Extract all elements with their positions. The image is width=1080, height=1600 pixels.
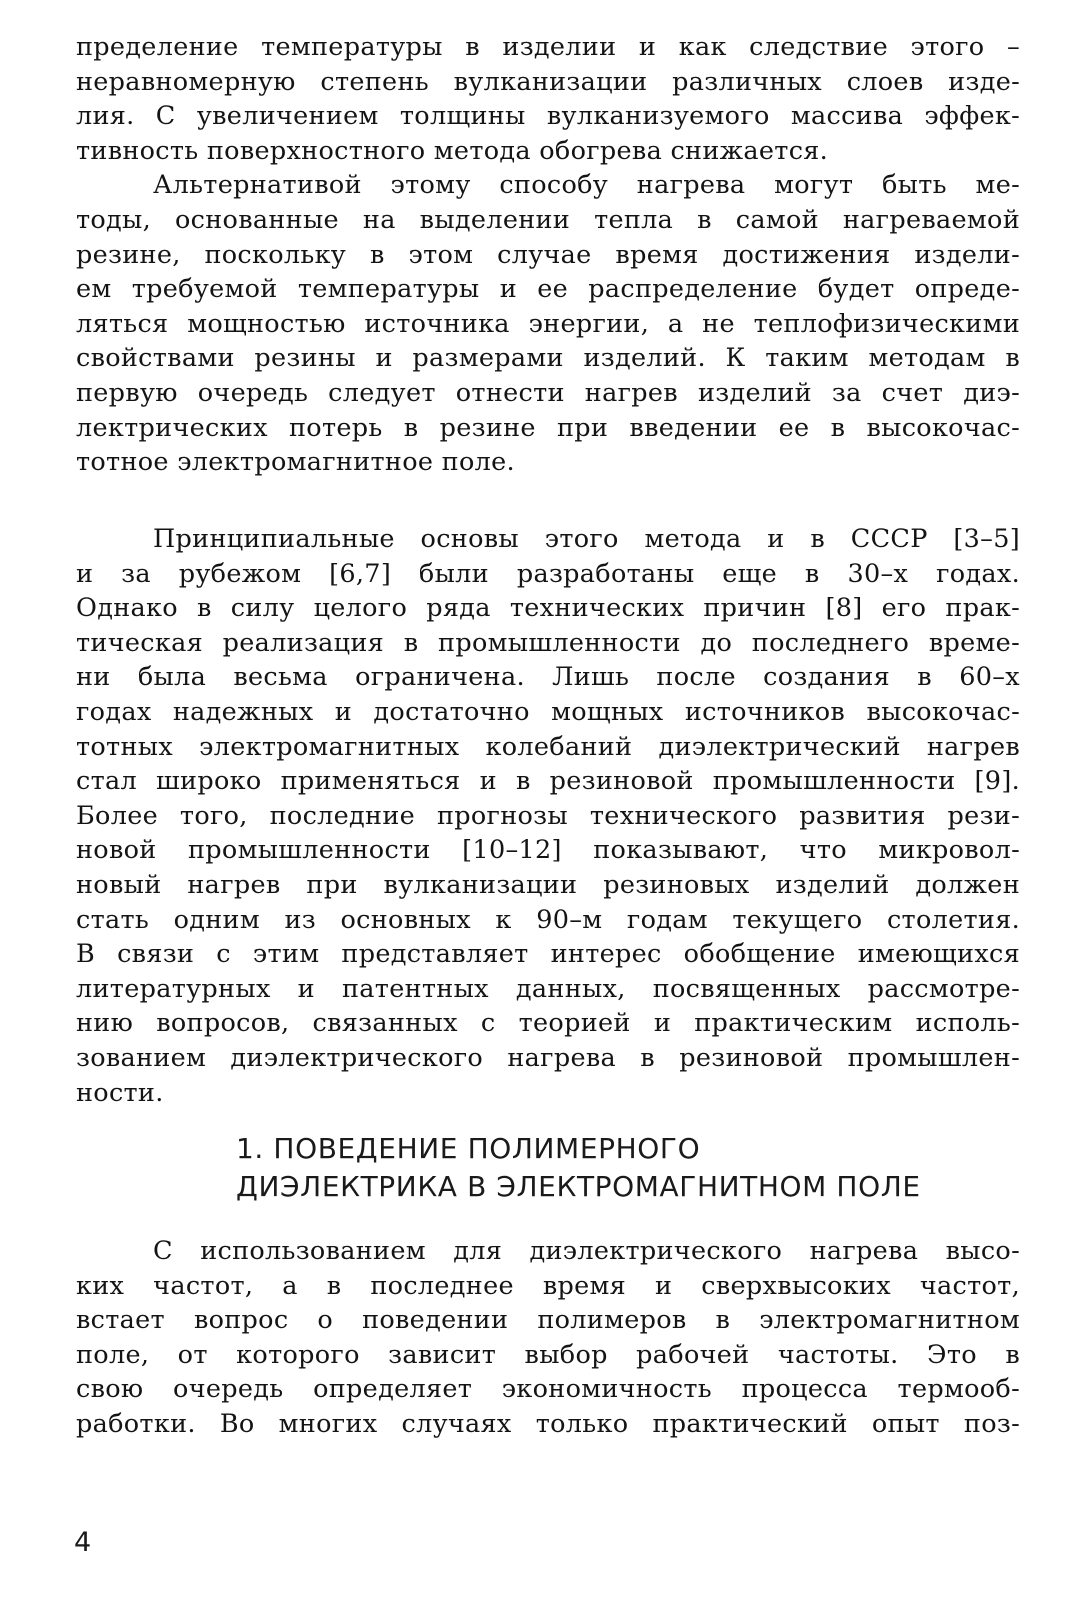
text-line: Альтернативой этому способу нагрева могут быть ме- [153,170,1020,201]
text-line: тоды, основанные на выделении тепла в самой нагреваемой [76,204,1020,235]
text-line: С использованием для диэлектрического нагрева высо- [153,1236,1020,1266]
section-heading [236,1130,1036,1206]
text-line: Принципиальные основы этого метода и в СССР [3–5] [153,524,1020,554]
text-line: годах надежных и достаточно мощных источников высокочас- [76,696,1020,727]
text-line: нию вопросов, связанных с теорией и практическим исполь- [76,1008,1020,1039]
section-heading-line: ДИЭЛЕКТРИКА В ЭЛЕКТРОМАГНИТНОМ ПОЛЕ [236,1170,921,1203]
text-line: тотных электромагнитных колебаний диэлектрический нагрев [76,731,1020,762]
text-line: ни была весьма ограничена. Лишь после создания в 60–х [76,662,1020,693]
text-line: новой промышленности [10–12] показывают, что микровол- [76,835,1020,866]
text-line: поле, от которого зависит выбор рабочей частоты. Это в [76,1339,1020,1370]
text-line: стал широко применяться и в резиновой промышленности [9]. [76,766,1020,797]
text-line: ности. [76,1077,164,1108]
text-line: свою очередь определяет экономичность процесса термооб- [76,1374,1020,1405]
text-line: Более того, последние прогнозы технического развития рези- [76,800,1020,831]
page-number: 4 [74,1527,92,1558]
text-line: зованием диэлектрического нагрева в резиновой промышлен- [76,1042,1020,1073]
text-line: ляться мощностью источника энергии, а не теплофизическими [76,308,1020,339]
text-line: стать одним из основных к 90–м годам текущего столетия. [76,904,1020,935]
section-heading-line: 1. ПОВЕДЕНИЕ ПОЛИМЕРНОГО [236,1132,701,1165]
body-text-middle [76,522,1020,1110]
body-text-lower [76,1234,1020,1442]
text-line: тическая реализация в промышленности до последнего време- [76,627,1020,658]
text-line: неравномерную степень вулканизации различных слоев изде- [76,66,1020,97]
text-line: первую очередь следует отнести нагрев изделий за счет диэ- [76,377,1020,408]
text-line: лектрических потерь в резине при введении ее в высокочас- [76,412,1020,443]
text-line: и за рубежом [6,7] были разработаны еще в 30–х годах. [76,558,1020,589]
text-line: резине, поскольку в этом случае время достижения издели- [76,239,1020,270]
text-line: новый нагрев при вулканизации резиновых изделий должен [76,869,1020,900]
text-line: работки. Во многих случаях только практический опыт поз- [76,1408,1020,1439]
text-line: литературных и патентных данных, посвященных рассмотре- [76,973,1020,1004]
text-line: свойствами резины и размерами изделий. К таким методам в [76,343,1020,374]
text-line: встает вопрос о поведении полимеров в электромагнитном [76,1305,1020,1336]
text-line: ких частот, а в последнее время и сверхвысоких частот, [76,1270,1020,1301]
text-line: лия. С увеличением толщины вулканизуемого массива эффек- [76,101,1020,132]
body-text-upper [76,30,1020,480]
text-line: тотное электромагнитное поле. [76,447,515,478]
text-line: пределение температуры в изделии и как следствие этого – [76,32,1020,62]
text-line: тивность поверхностного метода обогрева снижается. [76,135,829,166]
text-line: В связи с этим представляет интерес обобщение имеющихся [76,939,1020,970]
text-line: Однако в силу целого ряда технических причин [8] его прак- [76,593,1020,624]
text-line: ем требуемой температуры и ее распределение будет опреде- [76,274,1020,305]
